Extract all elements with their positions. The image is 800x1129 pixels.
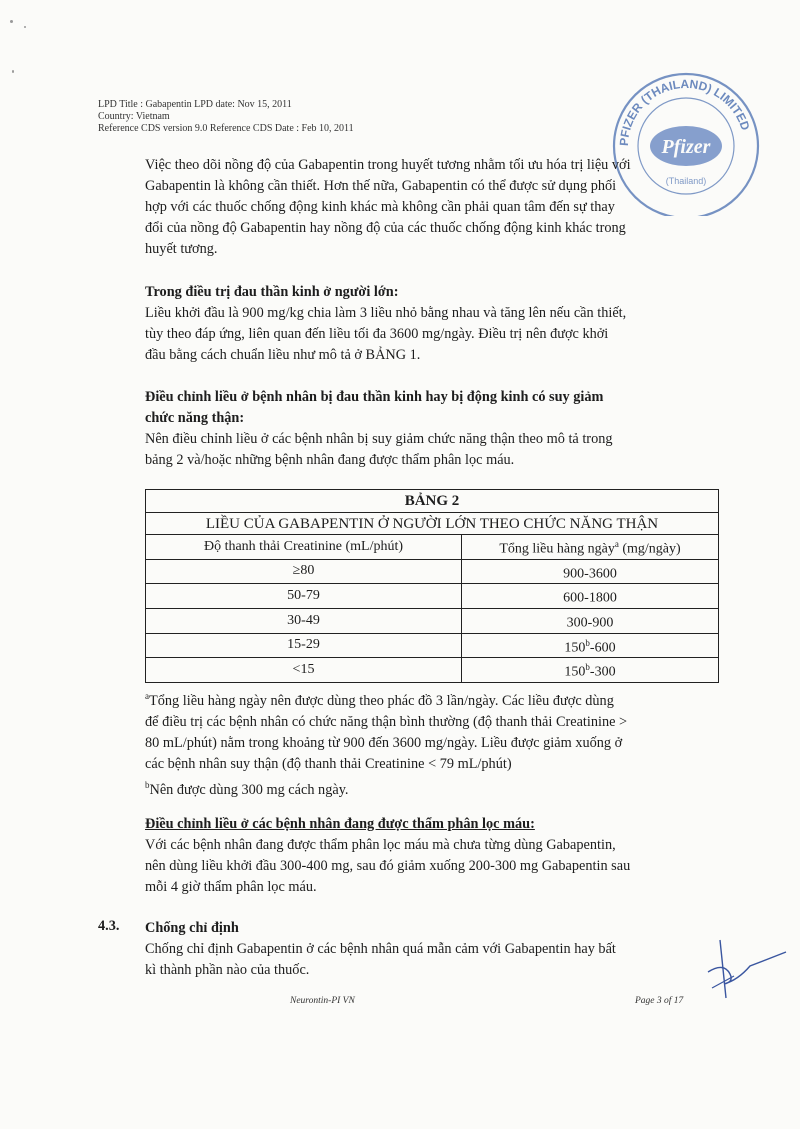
text-line: bảng 2 và/hoặc những bệnh nhân đang được thẩm phân lọc máu.	[145, 452, 515, 468]
table-title: BẢNG 2	[146, 490, 719, 513]
text-line: Với các bệnh nhân đang được thẩm phân lọc máu mà chưa từng dùng Gabapentin,	[145, 837, 616, 853]
text-line: Nên điều chỉnh liều ở các bệnh nhân bị suy giảm chức năng thận theo mô tả trong	[145, 431, 613, 447]
text-line: để điều trị các bệnh nhân có chức năng thận bình thường (độ thanh thải Creatinine >	[145, 713, 628, 730]
header-title-line: LPD Title : Gabapentin LPD date: Nov 15, 2011	[98, 99, 292, 110]
stamp-company-text: PFIZER (THAILAND) LIMITED	[616, 76, 753, 147]
text-line: Liều khởi đầu là 900 mg/kg chia làm 3 liều nhỏ bằng nhau và tăng lên nếu cần thiết,	[145, 305, 627, 321]
handwritten-signature	[690, 936, 790, 1006]
section-number: 4.3.	[98, 918, 120, 934]
text-line: đổi của nồng độ Gabapentin hay nồng độ của các thuốc chống động kinh khác trong	[145, 220, 626, 236]
text-line: đầu bằng cách chuẩn liều như mô tả ở BẢNG 1.	[145, 347, 421, 363]
clearance-cell: 15-29	[146, 633, 462, 658]
table-footnotes	[145, 686, 720, 801]
footnote-b: $^b$Nên được dùng 300 mg cách ngày.	[145, 779, 349, 798]
clearance-cell: <15	[146, 658, 462, 683]
clearance-cell: 30-49	[146, 608, 462, 633]
table-row	[146, 559, 719, 584]
table-row	[146, 608, 719, 633]
table-row	[146, 658, 719, 683]
text-line: mỗi 4 giờ thẩm phân lọc máu.	[145, 879, 317, 895]
section-heading-cont: chức năng thận:	[145, 410, 245, 426]
stamp-pfizer-logo: Pfizer	[661, 136, 711, 158]
text-line: Chống chỉ định Gabapentin ở các bệnh nhân quá mẫn cảm với Gabapentin hay bất	[145, 941, 616, 957]
scan-speck	[24, 26, 26, 28]
text-line: hợp với các thuốc chống động kinh khác mà không cần phải quan tâm đến sự thay	[145, 199, 615, 215]
dose-cell: 300-900	[462, 608, 719, 633]
text-line: Việc theo dõi nồng độ của Gabapentin trong huyết tương nhằm tối ưu hóa trị liệu với	[145, 157, 631, 173]
text-line: nên dùng liều khởi đầu 300-400 mg, sau đó giảm xuống 200-300 mg Gabapentin sau	[145, 858, 631, 874]
text-line: tùy theo đáp ứng, liên quan đến liều tối đa 3600 mg/ngày. Điều trị nên được khởi	[145, 326, 609, 342]
footer-document-id: Neurontin-PI VN	[290, 996, 355, 1006]
table-row	[146, 584, 719, 609]
neuropathic-pain-section	[145, 282, 720, 366]
footer-page-number: Page 3 of 17	[635, 996, 684, 1006]
dose-cell: 150$^b$-300	[462, 658, 719, 683]
dose-cell: 150$^b$-600	[462, 633, 719, 658]
contraindications-section	[145, 918, 720, 981]
footnote-a: $^a$Tổng liều hàng ngày nên được dùng theo phác đồ 3 lần/ngày. Các liều được dùng	[145, 691, 614, 709]
header-country-line: Country: Vietnam	[98, 111, 170, 122]
table-subtitle-row	[146, 513, 719, 535]
dose-table	[145, 489, 719, 683]
table-title-row	[146, 490, 719, 513]
section-heading: Điều chỉnh liều ở bệnh nhân bị đau thần kinh hay bị động kinh có suy giảm	[145, 389, 604, 405]
document-header	[98, 99, 354, 135]
column-header-clearance: Độ thanh thải Creatinine (mL/phút)	[146, 535, 462, 560]
stamp-inner-text: (Thailand)	[665, 176, 707, 186]
monitoring-paragraph	[145, 155, 720, 260]
clearance-cell: 50-79	[146, 584, 462, 609]
section-heading: Điều chỉnh liều ở các bệnh nhân đang được thẩm phân lọc máu:	[145, 816, 535, 832]
text-line: kì thành phần nào của thuốc.	[145, 962, 310, 978]
dose-cell: 900-3600	[462, 559, 719, 584]
section-heading: Chống chỉ định	[145, 920, 239, 936]
clearance-cell: ≥80	[146, 559, 462, 584]
section-heading: Trong điều trị đau thần kinh ở người lớn:	[145, 284, 399, 300]
column-header-dose: Tổng liều hàng ngày$^a$ (mg/ngày)	[462, 535, 719, 560]
renal-adjustment-section	[145, 387, 720, 471]
text-line: Gabapentin là không cần thiết. Hơn thế nữa, Gabapentin có thể được sử dụng phối	[145, 178, 617, 194]
table-row	[146, 633, 719, 658]
text-line: các bệnh nhân suy thận (độ thanh thải Creatinine < 79 mL/phút)	[145, 755, 512, 772]
scan-speck	[10, 20, 13, 23]
header-reference-line: Reference CDS version 9.0 Reference CDS Date : Feb 10, 2011	[98, 123, 354, 134]
table-subtitle: LIỀU CỦA GABAPENTIN Ở NGƯỜI LỚN THEO CHỨC NĂNG THẬN	[146, 513, 719, 535]
scan-speck	[12, 70, 14, 73]
text-line: huyết tương.	[145, 241, 218, 257]
dialysis-section	[145, 814, 720, 898]
dose-cell: 600-1800	[462, 584, 719, 609]
table-header-row	[146, 535, 719, 560]
text-line: 80 mL/phút) nằm trong khoảng từ 900 đến 3600 mg/ngày. Liều được giảm xuống ở	[145, 734, 623, 751]
